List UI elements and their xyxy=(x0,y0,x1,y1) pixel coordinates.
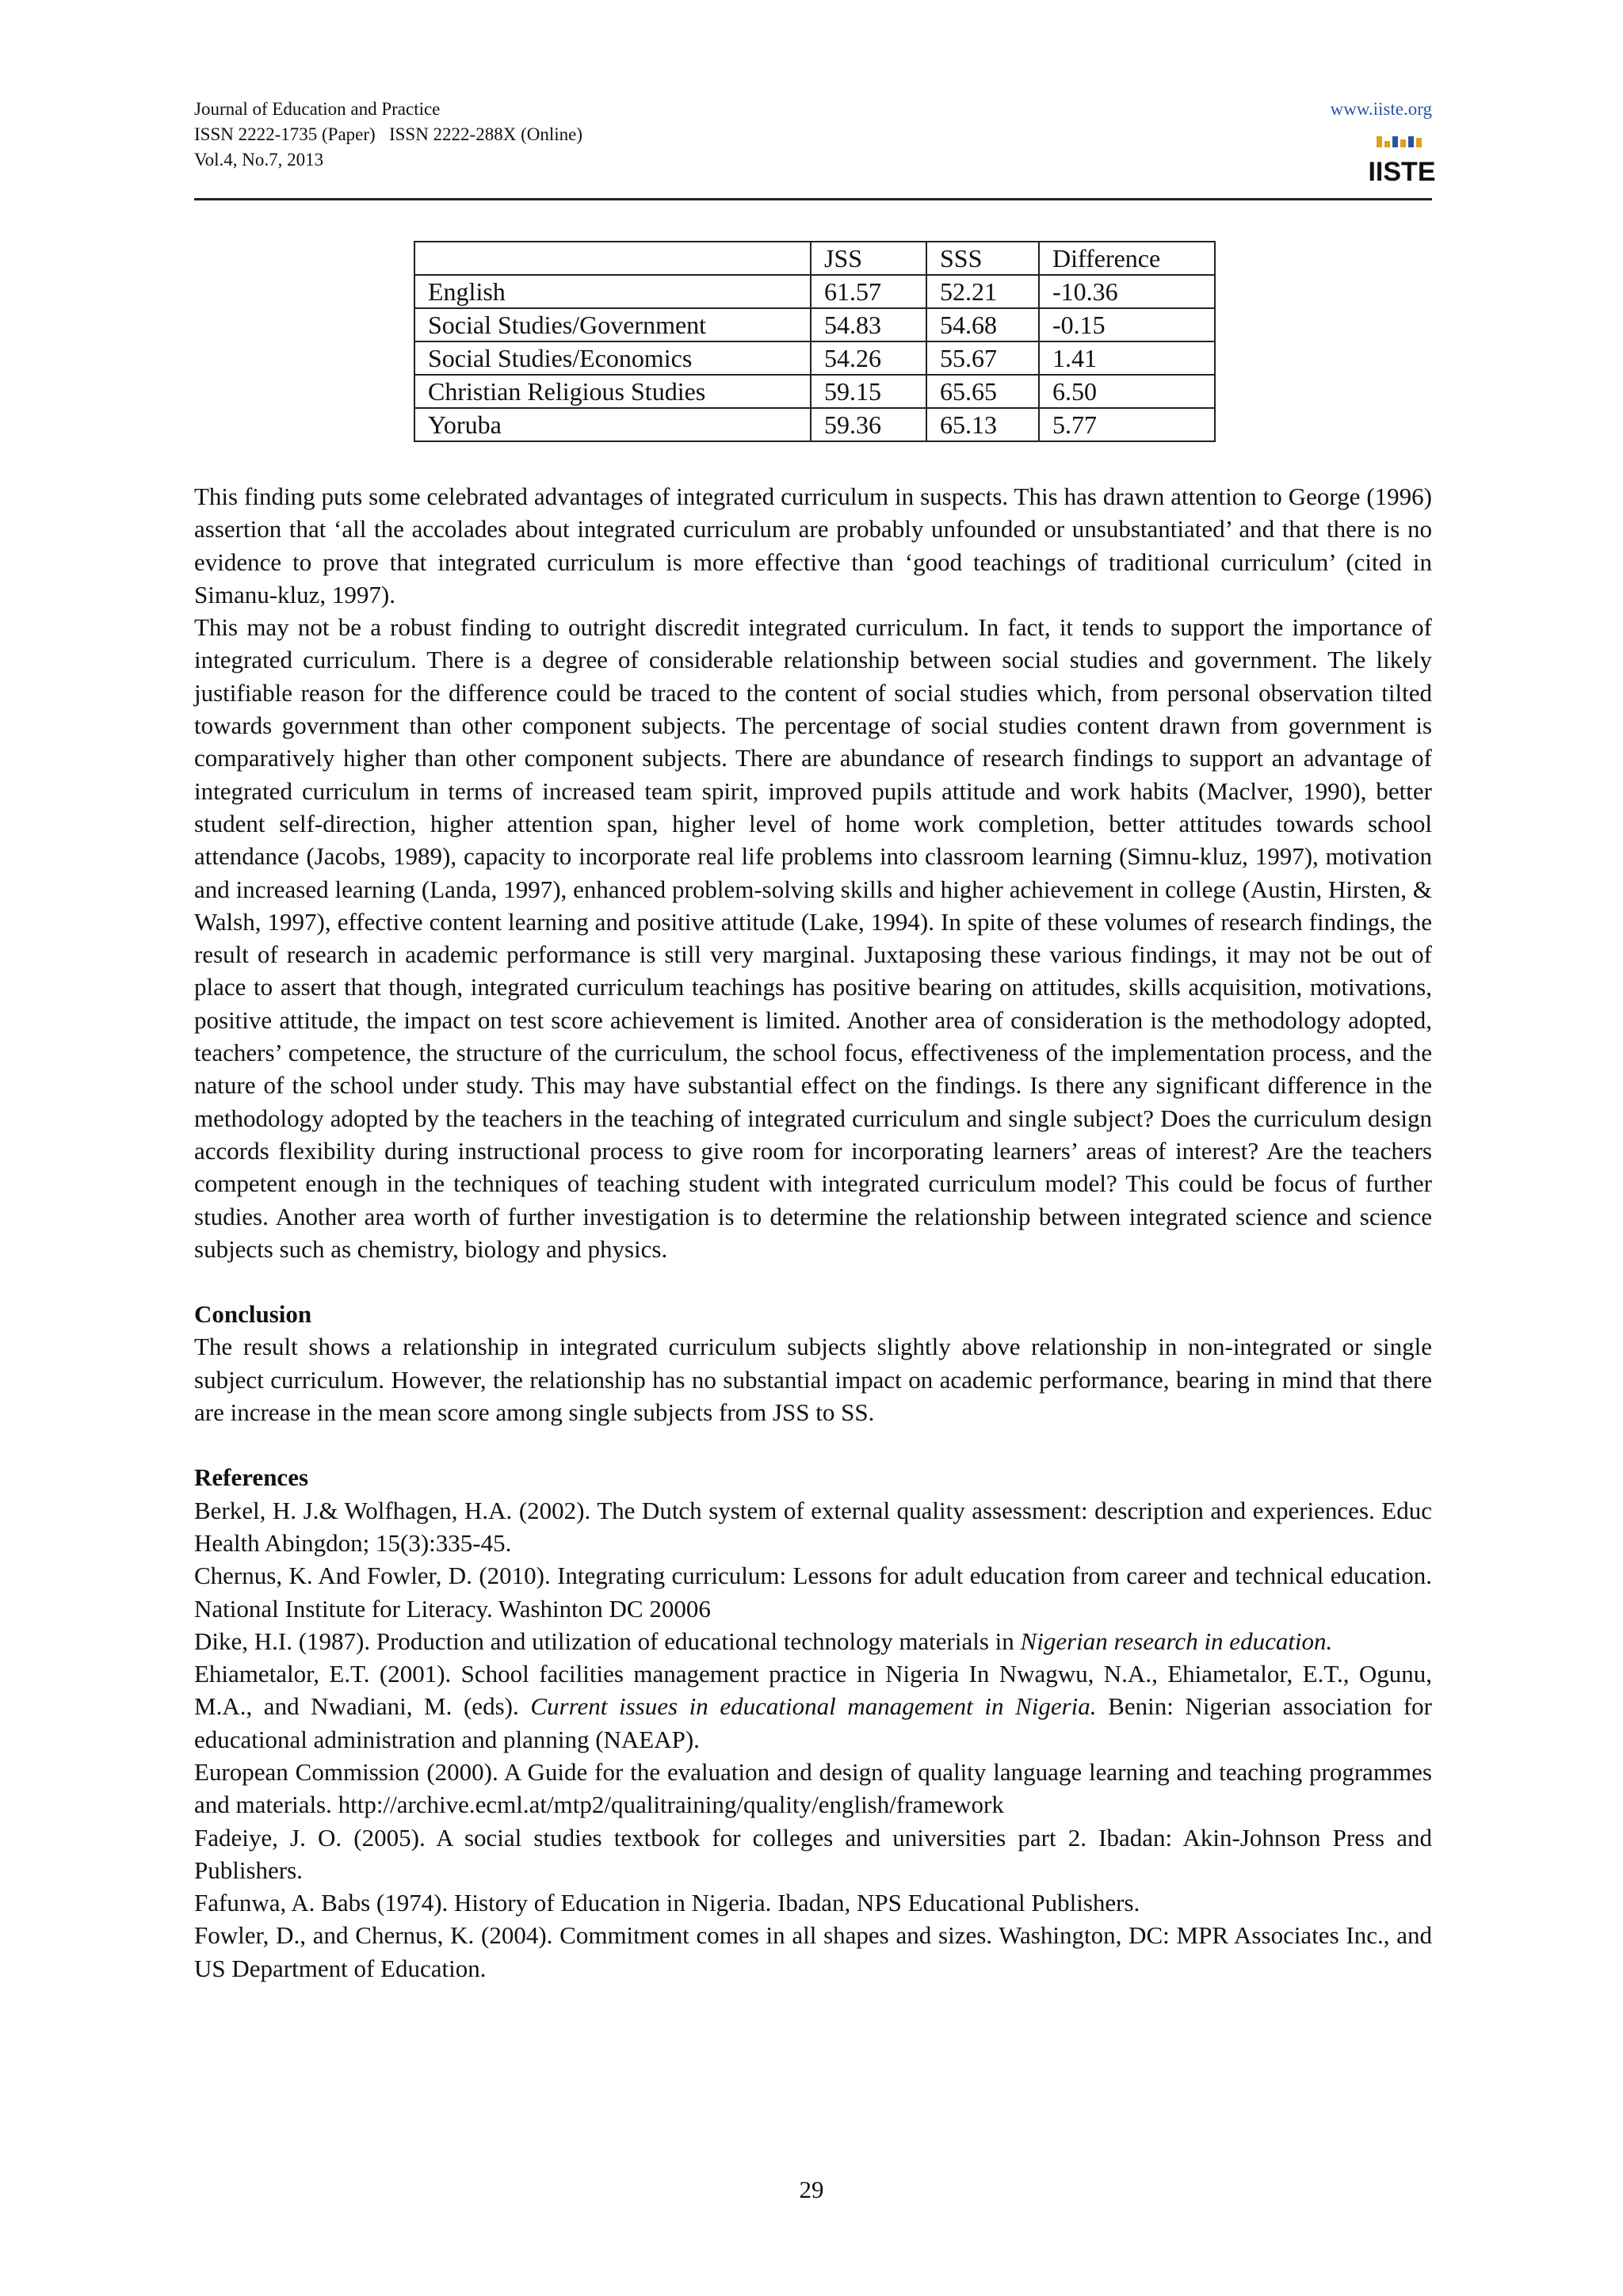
row-label-cell: Social Studies/Economics xyxy=(414,341,811,375)
page-number: 29 xyxy=(799,2176,824,2203)
reference-text: Fadeiye, J. O. (2005). A social studies textbook for colleges and universities part 2. Ibadan: Akin-Johnson Press and Publishers. xyxy=(194,1823,1432,1884)
value-cell: SSS xyxy=(926,242,1039,275)
reference-text: Ehiametalor, E.T. (2001). School facilities management practice in Nigeria In Nwagwu, N.A., Ehiametalor, E.T., Ogunu, M.A., and Nwadiani, M. (eds). xyxy=(194,1660,1432,1721)
row-label-cell: Christian Religious Studies xyxy=(414,375,811,408)
table-row xyxy=(414,341,1215,375)
value-cell: 54.68 xyxy=(926,308,1039,341)
issn-line: ISSN 2222-1735 (Paper) ISSN 2222-288X (Online) xyxy=(194,124,582,144)
journal-name: Journal of Education and Practice xyxy=(194,99,441,119)
volume-line: Vol.4, No.7, 2013 xyxy=(194,150,324,170)
reference-item xyxy=(194,1821,1432,1887)
iiste-logo xyxy=(1368,135,1436,187)
value-cell: Difference xyxy=(1039,242,1215,275)
value-cell: 65.13 xyxy=(926,408,1039,441)
reference-text: Fafunwa, A. Babs (1974). History of Education in Nigeria. Ibadan, NPS Educational Publishers. xyxy=(194,1889,1140,1917)
value-cell: 6.50 xyxy=(1039,375,1215,408)
conclusion-heading: Conclusion xyxy=(194,1300,312,1329)
paragraph: This may not be a robust finding to outright discredit integrated curriculum. In fact, it tends to support the importance of integrated curriculum. There is a degree of considerable relationship between social studies and government. The likely justifiable reason for the difference could be traced to the content of social studies which, from personal observation tilted towards government than other component subjects. The percentage of social studies content drawn from government is comparatively higher than other component subjects. There are abundance of research findings to support an advantage of integrated curriculum in terms of increased team spirit, improved pupils attitude and work habits (Maclver, 1990), better student self-direction, higher attention span, higher level of home work completion, better attitudes towards school attendance (Jacobs, 1989), capacity to incorporate real life problems into classroom learning (Simnu-kluz, 1997), motivation and increased learning (Landa, 1997), enhanced problem-solving skills and higher achievement in college (Austin, Hirsten, & Walsh, 1997), effective content learning and positive attitude (Lake, 1994). In spite of these volumes of research findings, the result of research in academic performance is still very marginal. Juxtaposing these various findings, it may not be out of place to assert that though, integrated curriculum teachings has positive bearing on attitudes, skills acquisition, motivations, positive attitude, the impact on test score achievement is limited. Another area of consideration is the methodology adopted, teachers’ competence, the structure of the curriculum, the school focus, effectiveness of the implementation process, and the nature of the school under study. This may have substantial effect on the findings. Is there any significant difference in the methodology adopted by the teachers in the teaching of integrated curriculum and single subject? Does the curriculum design accords flexibility during instructional process to give room for incorporating learners’ areas of interest? Are the teachers competent enough in the techniques of teaching student with integrated curriculum model? This could be focus of further studies. Another area worth of further investigation is to determine the relationship between integrated science and science subjects such as chemistry, biology and physics. xyxy=(194,613,1432,1263)
reference-text: Dike, H.I. (1987). Production and utilization of educational technology materials in xyxy=(194,1627,1021,1655)
reference-title-italic: Current issues in educational management in Nigeria. xyxy=(530,1692,1097,1721)
reference-item xyxy=(194,1625,1432,1657)
reference-item xyxy=(194,1657,1432,1756)
reference-text: Berkel, H. J.& Wolfhagen, H.A. (2002). The Dutch system of external quality assessment: description and experiences. Educ Health Abingdon; 15(3):335-45. xyxy=(194,1496,1432,1557)
table-header-row xyxy=(414,242,1215,275)
value-cell: JSS xyxy=(811,242,926,275)
value-cell: 5.77 xyxy=(1039,408,1215,441)
value-cell: 65.65 xyxy=(926,375,1039,408)
references-heading: References xyxy=(194,1463,309,1492)
reference-item xyxy=(194,1494,1432,1560)
article-body xyxy=(194,480,1432,1985)
value-cell: 59.15 xyxy=(811,375,926,408)
header-rule xyxy=(194,198,1432,200)
conclusion-text: The result shows a relationship in integrated curriculum subjects slightly above relationship in non-integrated or single subject curriculum. However, the relationship has no substantial impact on academic performance, bearing in mind that there are increase in the mean score among single subjects from JSS to SS. xyxy=(194,1333,1432,1427)
row-label-cell: Yoruba xyxy=(414,408,811,441)
value-cell: 52.21 xyxy=(926,275,1039,308)
reference-item xyxy=(194,1756,1432,1821)
logo-text: IISTE xyxy=(1368,157,1436,187)
reference-item xyxy=(194,1919,1432,1985)
value-cell: -10.36 xyxy=(1039,275,1215,308)
reference-list xyxy=(194,1494,1432,1985)
reference-title-italic: Nigerian research in education. xyxy=(1020,1627,1333,1655)
row-label-cell: Social Studies/Government xyxy=(414,308,811,341)
value-cell: 1.41 xyxy=(1039,341,1215,375)
table-row xyxy=(414,375,1215,408)
table-row xyxy=(414,308,1215,341)
reference-text: Benin: Nigerian association for educational administration and planning (NAEAP). xyxy=(194,1692,1432,1753)
value-cell: 55.67 xyxy=(926,341,1039,375)
journal-url-link[interactable]: www.iiste.org xyxy=(1330,99,1432,119)
page-header xyxy=(194,97,1436,200)
value-cell: 61.57 xyxy=(811,275,926,308)
reference-text: European Commission (2000). A Guide for the evaluation and design of quality language learning and teaching programmes and materials. http://archive.ecml.at/mtp2/qualitraining/quality/english/framework xyxy=(194,1757,1432,1819)
reference-text: Chernus, K. And Fowler, D. (2010). Integrating curriculum: Lessons for adult education from career and technical education. National Institute for Literacy. Washinton DC 20006 xyxy=(194,1562,1432,1623)
row-label-cell xyxy=(414,242,811,275)
value-cell: 59.36 xyxy=(811,408,926,441)
table-row xyxy=(414,408,1215,441)
row-label-cell: English xyxy=(414,275,811,308)
paragraph: This finding puts some celebrated advantages of integrated curriculum in suspects. This has drawn attention to George (1996) assertion that ‘all the accolades about integrated curriculum are probably unfounded or unsubstantiated’ and that there is no evidence to prove that integrated curriculum is more effective than ‘good teachings of traditional curriculum’ (cited in Simanu-kluz, 1997). xyxy=(194,482,1432,608)
scores-table xyxy=(414,241,1216,442)
reference-item xyxy=(194,1559,1432,1625)
reference-text: Fowler, D., and Chernus, K. (2004). Commitment comes in all shapes and sizes. Washington, DC: MPR Associates Inc., and US Department of Education. xyxy=(194,1921,1432,1982)
table-row xyxy=(414,275,1215,308)
value-cell: 54.83 xyxy=(811,308,926,341)
reference-item xyxy=(194,1886,1432,1919)
value-cell: -0.15 xyxy=(1039,308,1215,341)
value-cell: 54.26 xyxy=(811,341,926,375)
